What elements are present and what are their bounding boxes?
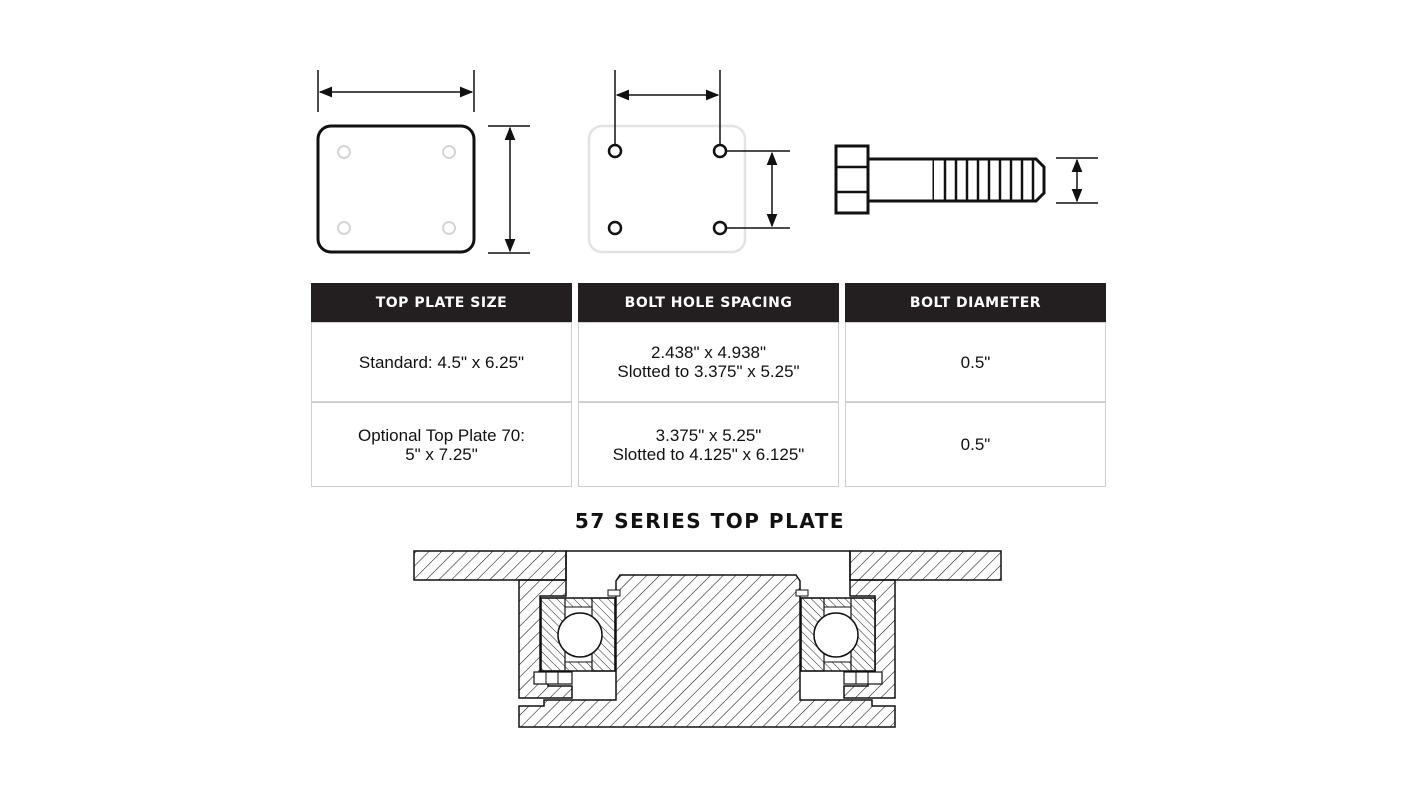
section-title: 57 SERIES TOP PLATE <box>574 509 846 533</box>
cell-text: 3.375" x 5.25" <box>655 425 762 445</box>
left-bearing <box>534 590 620 684</box>
bearing-ball <box>814 613 858 657</box>
header-top-plate-size: TOP PLATE SIZE <box>311 283 572 322</box>
bearing-ball <box>558 613 602 657</box>
cell-text: Slotted to 3.375" x 5.25" <box>617 362 800 381</box>
cell-text: 0.5" <box>960 352 991 372</box>
header-bolt-hole-spacing: BOLT HOLE SPACING <box>578 283 839 322</box>
cell-text: 0.5" <box>960 435 991 454</box>
cell-text: Standard: 4.5" x 6.25" <box>358 352 525 372</box>
header-bolt-diameter: BOLT DIAMETER <box>845 283 1106 322</box>
cell-text: Optional Top Plate 70: <box>358 425 525 445</box>
cell-text: 2.438" x 4.938" <box>650 343 767 362</box>
cell-text: 5" x 7.25" <box>405 444 478 464</box>
cell-text: Slotted to 4.125" x 6.125" <box>612 444 805 464</box>
right-bearing <box>796 590 882 684</box>
